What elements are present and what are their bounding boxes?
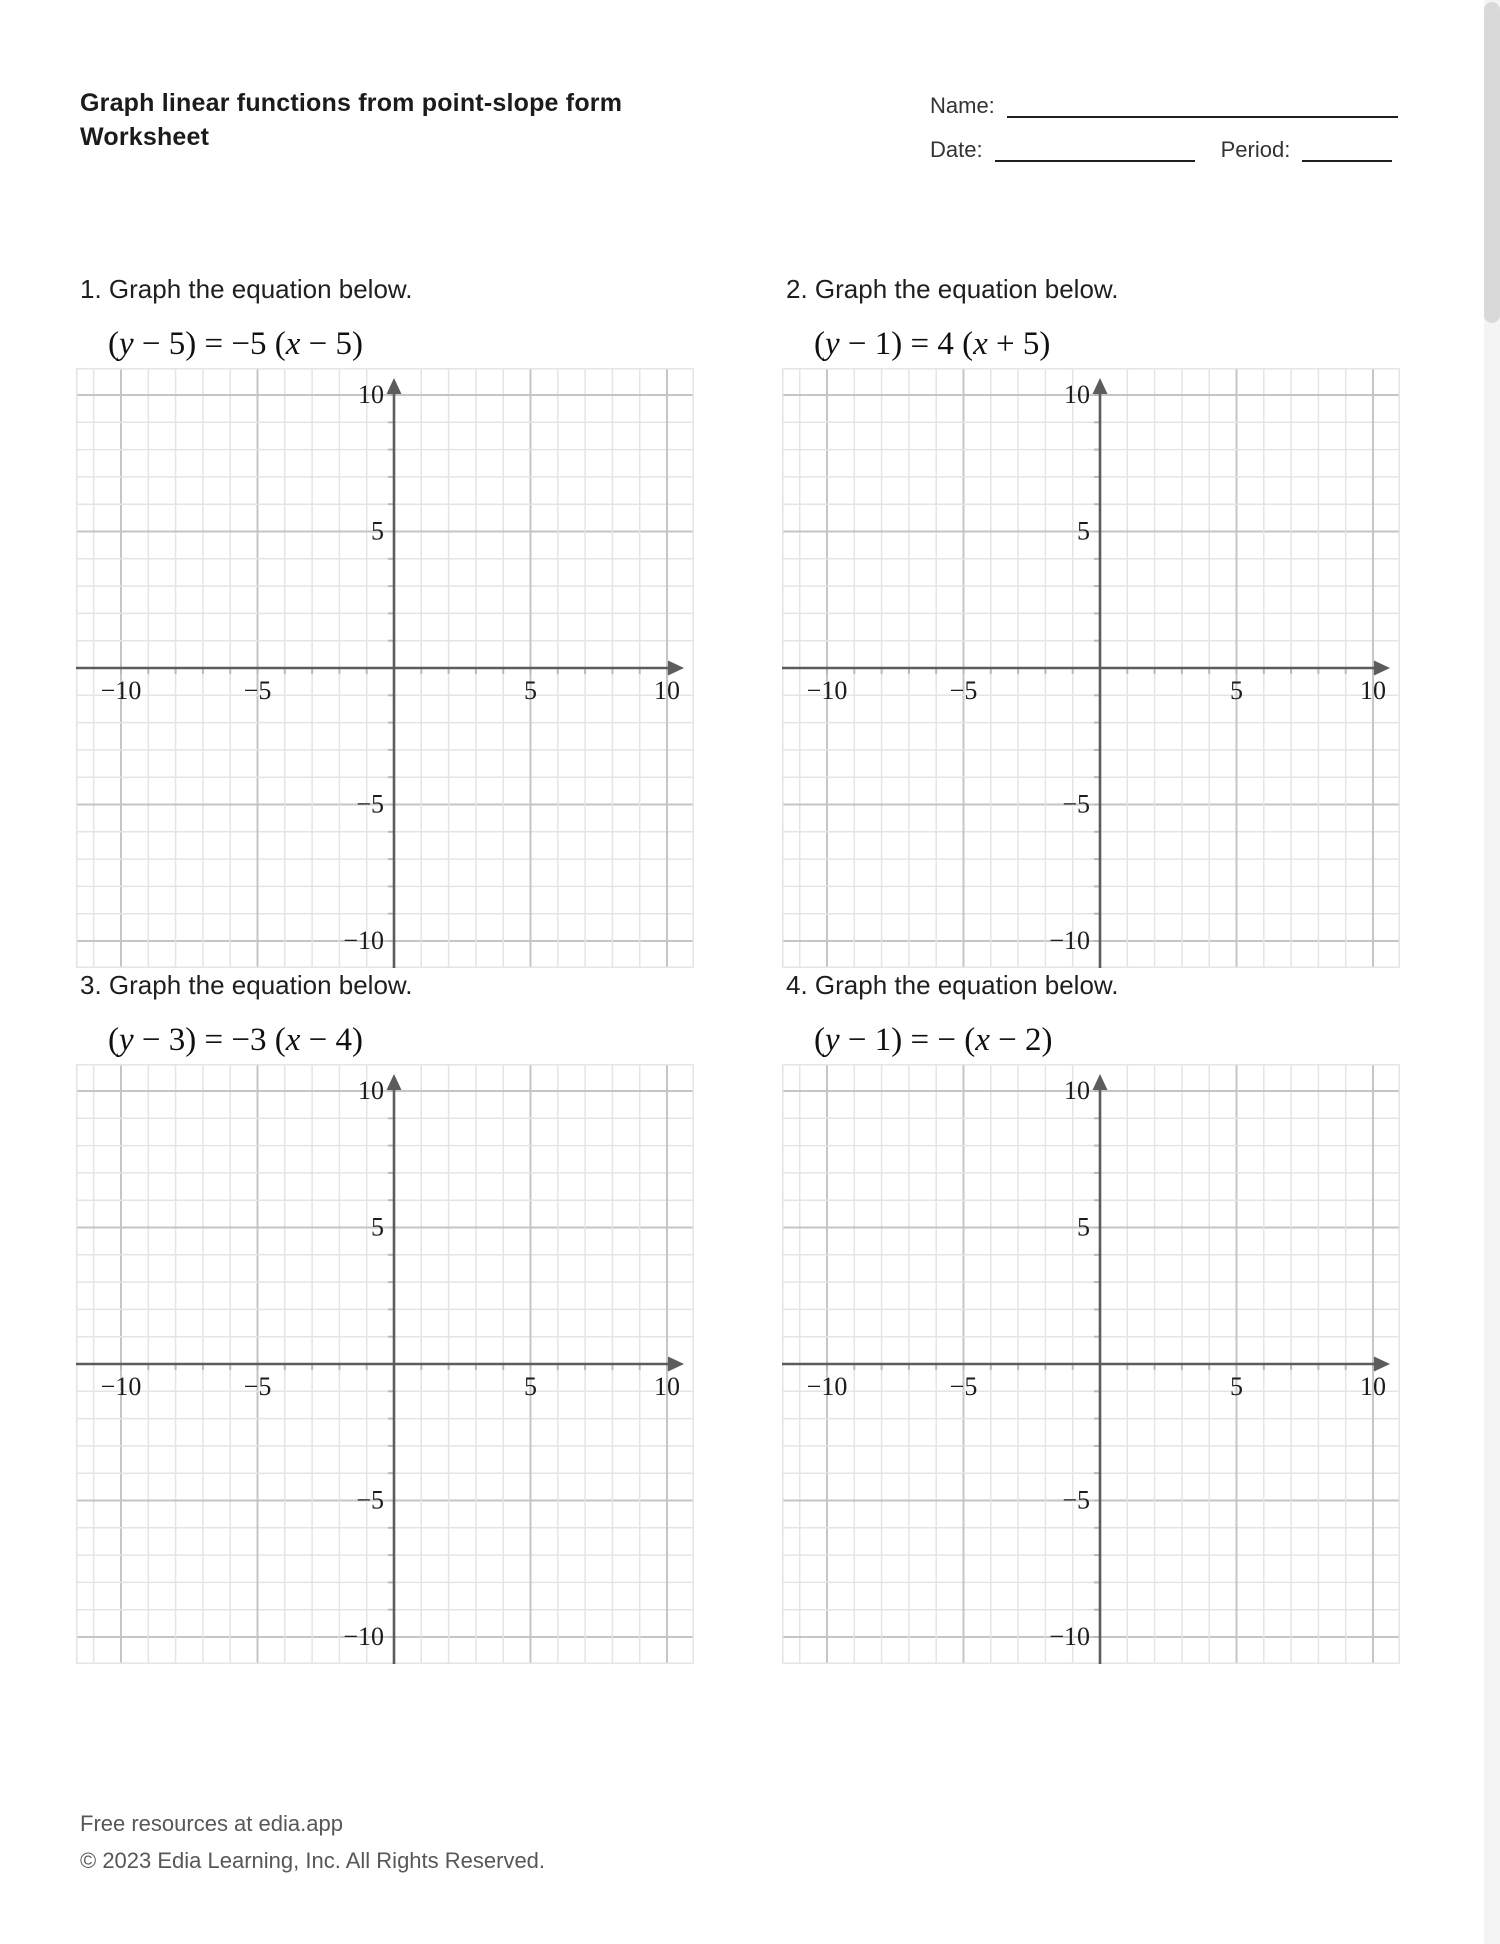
problem-1 <box>80 274 725 968</box>
svg-text:−10: −10 <box>1049 1622 1090 1651</box>
problem-1-prompt <box>80 274 725 304</box>
page-footer <box>80 1805 545 1879</box>
svg-text:5: 5 <box>524 676 537 705</box>
svg-text:10: 10 <box>1360 676 1386 705</box>
svg-text:10: 10 <box>358 380 384 409</box>
svg-text:5: 5 <box>524 1372 537 1401</box>
svg-text:−5: −5 <box>243 676 272 705</box>
svg-text:−10: −10 <box>806 1372 848 1401</box>
svg-text:10: 10 <box>358 1076 384 1105</box>
problem-1-equation: (y − 5) = −5 (x − 5) <box>108 326 363 362</box>
coordinate-grid-3 <box>76 1064 694 1664</box>
problem-4 <box>786 970 1431 1664</box>
page-title <box>80 86 622 154</box>
svg-text:−10: −10 <box>806 676 848 705</box>
svg-text:−5: −5 <box>1062 789 1090 819</box>
problem-4-number: 4. <box>786 970 808 1000</box>
date-label: Date: <box>930 137 983 162</box>
date-period-row <box>930 138 1398 162</box>
period-label: Period: <box>1220 137 1291 162</box>
svg-text:5: 5 <box>371 516 384 546</box>
coordinate-grid-1 <box>76 368 694 968</box>
svg-text:−10: −10 <box>100 676 142 705</box>
svg-text:−5: −5 <box>949 1372 978 1401</box>
problem-2-prompt <box>786 274 1431 304</box>
svg-text:−5: −5 <box>243 1372 272 1401</box>
svg-text:5: 5 <box>1077 1212 1090 1242</box>
problem-3-number: 3. <box>80 970 102 1000</box>
name-label: Name: <box>930 93 995 118</box>
svg-text:10: 10 <box>1064 1076 1090 1105</box>
svg-text:10: 10 <box>1360 1372 1386 1401</box>
svg-text:−10: −10 <box>343 926 384 955</box>
coordinate-grid-2 <box>782 368 1400 968</box>
svg-text:−5: −5 <box>1062 1485 1090 1515</box>
svg-text:5: 5 <box>1230 676 1243 705</box>
footer-copyright-text: © 2023 Edia Learning, Inc. All Rights Reserved. <box>80 1848 546 1873</box>
svg-text:10: 10 <box>654 676 680 705</box>
svg-text:−5: −5 <box>356 1485 384 1515</box>
svg-text:−5: −5 <box>949 676 978 705</box>
date-blank-line <box>995 140 1195 162</box>
svg-text:5: 5 <box>1230 1372 1243 1401</box>
problem-3 <box>80 970 725 1664</box>
svg-text:−10: −10 <box>100 1372 142 1401</box>
problem-1-number: 1. <box>80 274 102 304</box>
svg-text:−5: −5 <box>356 789 384 819</box>
page-title-line2: Worksheet <box>80 123 210 151</box>
problem-3-text: Graph the equation below. <box>108 970 413 1000</box>
problem-4-prompt <box>786 970 1431 1000</box>
coordinate-grid-4 <box>782 1064 1400 1664</box>
svg-text:−10: −10 <box>343 1622 384 1651</box>
problem-2-text: Graph the equation below. <box>814 274 1119 304</box>
problem-4-text: Graph the equation below. <box>814 970 1119 1000</box>
scrollbar-track[interactable] <box>1484 0 1500 1944</box>
svg-text:5: 5 <box>1077 516 1090 546</box>
scrollbar-thumb[interactable] <box>1484 2 1500 323</box>
svg-text:5: 5 <box>371 1212 384 1242</box>
problem-2 <box>786 274 1431 968</box>
page-title-line1: Graph linear functions from point-slope form <box>80 89 623 117</box>
problem-4-equation: (y − 1) = − (x − 2) <box>814 1022 1053 1058</box>
problem-1-text: Graph the equation below. <box>108 274 413 304</box>
student-info-fields <box>930 94 1398 162</box>
svg-text:10: 10 <box>654 1372 680 1401</box>
problem-3-prompt <box>80 970 725 1000</box>
period-blank-line <box>1302 140 1392 162</box>
problem-2-equation: (y − 1) = 4 (x + 5) <box>814 326 1051 362</box>
svg-text:−10: −10 <box>1049 926 1090 955</box>
footer-resources-text: Free resources at edia.app <box>80 1811 343 1836</box>
problem-3-equation: (y − 3) = −3 (x − 4) <box>108 1022 363 1058</box>
name-blank-line <box>1007 96 1398 118</box>
problem-2-number: 2. <box>786 274 808 304</box>
name-row <box>930 94 1398 118</box>
svg-text:10: 10 <box>1064 380 1090 409</box>
